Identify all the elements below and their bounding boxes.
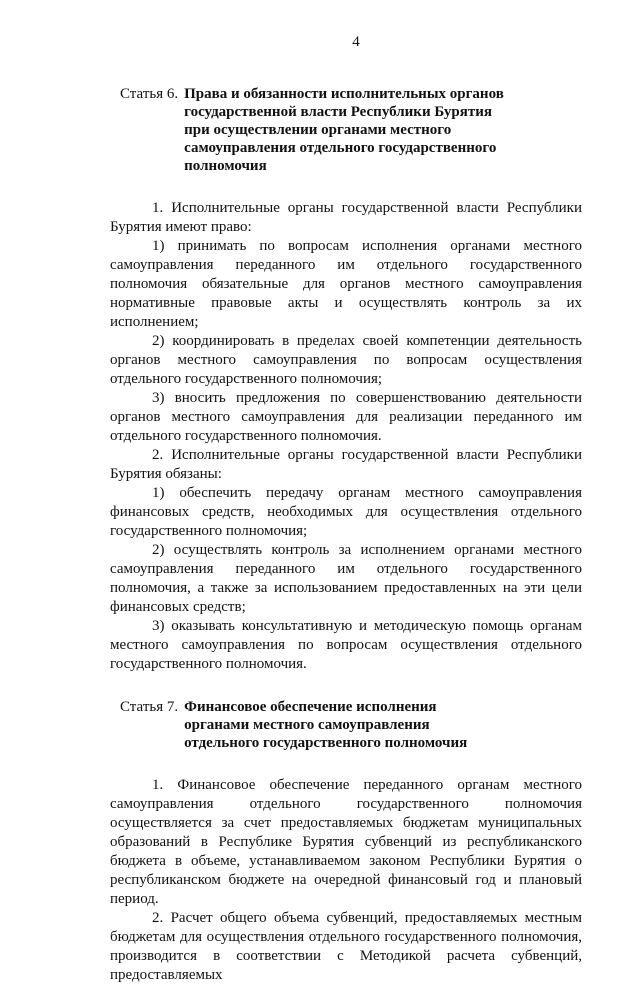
article-6-label: Статья 6. — [120, 86, 179, 102]
section-spacer — [110, 674, 582, 698]
article-7-title: Финансовое обеспечение исполнения органами местного самоуправления отдельного государственного полномочия — [184, 699, 468, 751]
article-6-body — [110, 199, 582, 674]
article-6-paragraph-4: 3) вносить предложения по совершенствованию деятельности органов местного самоуправления для реализации переданного им отдельного государственного полномочия. — [110, 390, 582, 444]
article-7-paragraph-1: 1. Финансовое обеспечение переданного органам местного самоуправления отдельного государственного полномочия осуществляется за счет предоставляемых бюджетам муниципальных образований в Республике Бурятия субвенций из республиканского бюджета в объеме, устанавливаемом законом Республики Бурятия о республиканском бюджете на очередной финансовый год и плановый период. — [110, 777, 582, 907]
article-7-heading — [120, 698, 582, 752]
article-6-paragraph-5: 2. Исполнительные органы государственной власти Республики Бурятия обязаны: — [110, 447, 582, 482]
article-6-paragraph-8: 3) оказывать консультативную и методическую помощь органам местного самоуправления по вопросам осуществления отдельного государственного полномочия. — [110, 618, 582, 672]
article-6-title: Права и обязанности исполнительных органов государственной власти Республики Бурятия при осуществлении органами местного самоуправления отдельного государственного полномочия — [184, 86, 504, 174]
article-6-paragraph-7: 2) осуществлять контроль за исполнением органами местного самоуправления переданного им отдельного государственного полномочия, а также за использованием предоставленных на эти цели финансовых средств; — [110, 542, 582, 615]
page-number: 4 — [352, 34, 360, 50]
article-6-paragraph-2: 1) принимать по вопросам исполнения органами местного самоуправления переданного им отдельного государственного полномочия обязательные для органов местного самоуправления нормативные правовые акты и осуществлять контроль за их исполнением; — [110, 238, 582, 330]
article-7-paragraph-2: 2. Расчет общего объема субвенций, предоставляемых местным бюджетам для осуществления отдельного государственного полномочия, производится в соответствии с Методикой расчета субвенций, предоставляемых — [110, 910, 582, 983]
article-6-paragraph-3: 2) координировать в пределах своей компетенции деятельность органов местного самоуправления по вопросам осуществления отдельного государственного полномочия; — [110, 333, 582, 387]
article-6-heading — [120, 85, 582, 175]
article-7-label: Статья 7. — [120, 699, 179, 715]
article-6-paragraph-1: 1. Исполнительные органы государственной власти Республики Бурятия имеют право: — [110, 200, 582, 235]
article-7-body — [110, 776, 582, 985]
article-6-paragraph-6: 1) обеспечить передачу органам местного самоуправления финансовых средств, необходимых для осуществления отдельного государственного полномочия; — [110, 485, 582, 539]
